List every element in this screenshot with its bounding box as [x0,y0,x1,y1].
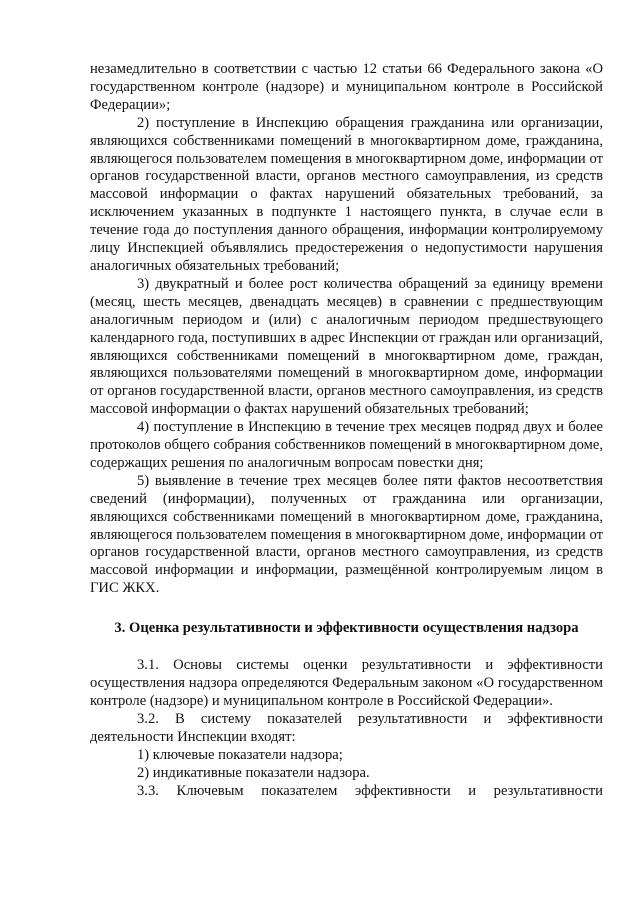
list-item-key-indicators: 1) ключевые показатели надзора; [137,746,343,763]
list-item-indicative-indicators: 2) индикативные показатели надзора. [137,764,370,781]
paragraph-1-continuation: незамедлительно в соответствии с частью 12 статьи 66 Федерального закона «О государственном контроле (надзоре) и муниципальном контроле в Российской Федерации»; [90,61,603,113]
paragraph-3-2: 3.2. В систему показателей результативности и эффективности деятельности Инспекции входят: [90,710,603,745]
paragraph-item-2: 2) поступление в Инспекцию обращения гражданина или организации, являющихся собственниками помещений в многоквартирном доме, гражданина, являющегося пользователем помещения в многоквартирном доме, информации от органов государственной власти, органов местного самоуправления, из средств массовой информации о фактах нарушений обязательных требований, за исключением указанных в подпункте 1 настоящего пункта, в случае если в течение года до поступления данного обращения, информации контролируемому лицу Инспекцией объявлялись предостережения о недопустимости нарушения аналогичных обязательных требований; [90,114,603,274]
paragraph-3-3: 3.3. Ключевым показателем эффективности и результативности [137,782,603,799]
paragraph-3-1: 3.1. Основы системы оценки результативности и эффективности осуществления надзора определяются Федеральным законом «О государственном контроле (надзоре) и муниципальном контроле в Российской Федерации». [90,657,603,709]
paragraph-item-5: 5) выявление в течение трех месяцев более пяти фактов несоответствия сведений (информации), полученных от гражданина или организации, являющихся собственниками помещений в многоквартирном доме, гражданина, являющегося пользователем помещения в многоквартирном доме, информации от органов государственной власти, органов местного самоуправления, из средств массовой информации и информации, размещённой контролируемым лицом в ГИС ЖКХ. [90,472,603,597]
section-3-heading: 3. Оценка результативности и эффективности осуществления надзора [114,620,579,637]
document-page [90,61,603,801]
paragraph-item-4: 4) поступление в Инспекцию в течение трех месяцев подряд двух и более протоколов общего собрания собственников помещений в многоквартирном доме, содержащих решения по аналогичным вопросам повестки дня; [90,419,603,471]
paragraph-item-3: 3) двукратный и более рост количества обращений за единицу времени (месяц, шесть месяцев, двенадцать месяцев) в сравнении с предшествующим аналогичным периодом и (или) с аналогичным периодом предшествующего календарного года, поступивших в адрес Инспекции от граждан или организаций, являющихся собственниками помещений в многоквартирном доме, граждан, являющихся пользователями помещений в многоквартирном доме, информации от органов государственной власти, органов местного самоуправления, из средств массовой информации о фактах нарушений обязательных требований; [90,275,603,418]
